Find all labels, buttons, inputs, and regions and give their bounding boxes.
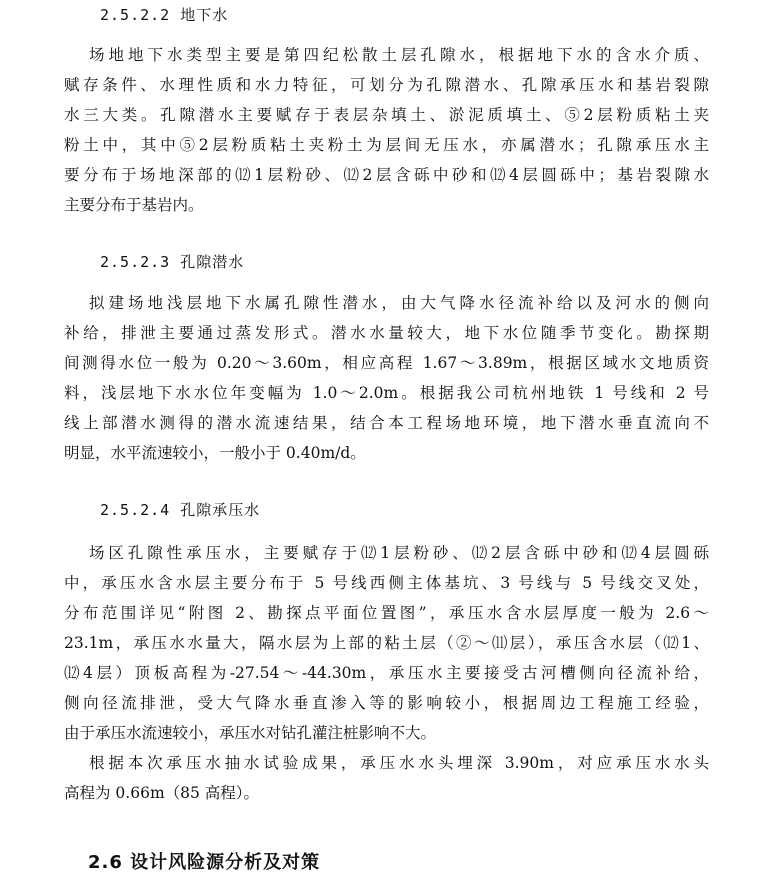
text-line: 料，浅层地下水水位年变幅为 1.0～2.0m。根据我公司杭州地铁 1 号线和 2 号 bbox=[64, 384, 709, 402]
heading-groundwater: 2.5.2.2 地下水 bbox=[100, 6, 229, 24]
text-line: 高程为 0.66m（85 高程）。 bbox=[64, 784, 260, 802]
text-line: 水三大类。孔隙潜水主要赋存于表层杂填土、淤泥质填土、⑤2层粉质粘土夹 bbox=[64, 106, 709, 124]
text-line: 拟建场地浅层地下水属孔隙性潜水，由大气降水径流补给以及河水的侧向 bbox=[89, 294, 709, 312]
text-line: 场地地下水类型主要是第四纪松散土层孔隙水，根据地下水的含水介质、 bbox=[89, 46, 709, 64]
text-line: 由于承压水流速较小，承压水对钻孔灌注桩影响不大。 bbox=[64, 724, 437, 742]
text-line: ⑿4层）顶板高程为-27.54～-44.30m，承压水主要接受古河槽侧向径流补给， bbox=[64, 664, 709, 682]
paragraph-groundwater bbox=[64, 40, 709, 220]
text-line: 要分布于场地深部的⑿1层粉砂、⑿2层含砾中砂和⑿4层圆砾中；基岩裂隙水 bbox=[64, 166, 709, 184]
text-line: 补给，排泄主要通过蒸发形式。潜水水量较大，地下水位随季节变化。勘探期 bbox=[64, 324, 709, 342]
text-line: 赋存条件、水理性质和水力特征，可划分为孔隙潜水、孔隙承压水和基岩裂隙 bbox=[64, 76, 709, 94]
section-title: 2.6 设计风险源分析及对策 bbox=[88, 852, 321, 873]
text-line: 场区孔隙性承压水，主要赋存于⑿1层粉砂、⑿2层含砾中砂和⑿4层圆砾 bbox=[89, 544, 709, 562]
paragraph-phreatic-water bbox=[64, 288, 709, 468]
text-line: 线上部潜水测得的潜水流速结果，结合本工程场地环境，地下潜水垂直流向不 bbox=[64, 414, 709, 432]
text-line: 分布范围详见“附图 2、勘探点平面位置图”，承压水含水层厚度一般为 2.6～ bbox=[64, 604, 709, 622]
text-line: 中，承压水含水层主要分布于 5 号线西侧主体基坑、3 号线与 5 号线交叉处， bbox=[64, 574, 709, 592]
text-line: 粉土中，其中⑤2层粉质粘土夹粉土为层间无压水，亦属潜水；孔隙承压水主 bbox=[64, 136, 709, 154]
heading-confined-water: 2.5.2.4 孔隙承压水 bbox=[100, 501, 261, 519]
text-line: 侧向径流排泄，受大气降水垂直渗入等的影响较小，根据周边工程施工经验， bbox=[64, 694, 709, 712]
text-line: 间测得水位一般为 0.20～3.60m，相应高程 1.67～3.89m，根据区域水文地质资 bbox=[64, 354, 709, 372]
text-line: 23.1m，承压水水量大，隔水层为上部的粘土层（②～⑾层），承压含水层（⑿1、 bbox=[64, 634, 709, 652]
paragraph-confined-water bbox=[64, 538, 709, 748]
text-line: 根据本次承压水抽水试验成果，承压水水头埋深 3.90m，对应承压水水头 bbox=[89, 754, 709, 772]
paragraph-pumping-test bbox=[64, 748, 709, 808]
text-line: 明显，水平流速较小，一般小于 0.40m/d。 bbox=[64, 444, 366, 462]
text-line: 主要分布于基岩内。 bbox=[64, 196, 204, 214]
heading-phreatic-water: 2.5.2.3 孔隙潜水 bbox=[100, 253, 245, 271]
